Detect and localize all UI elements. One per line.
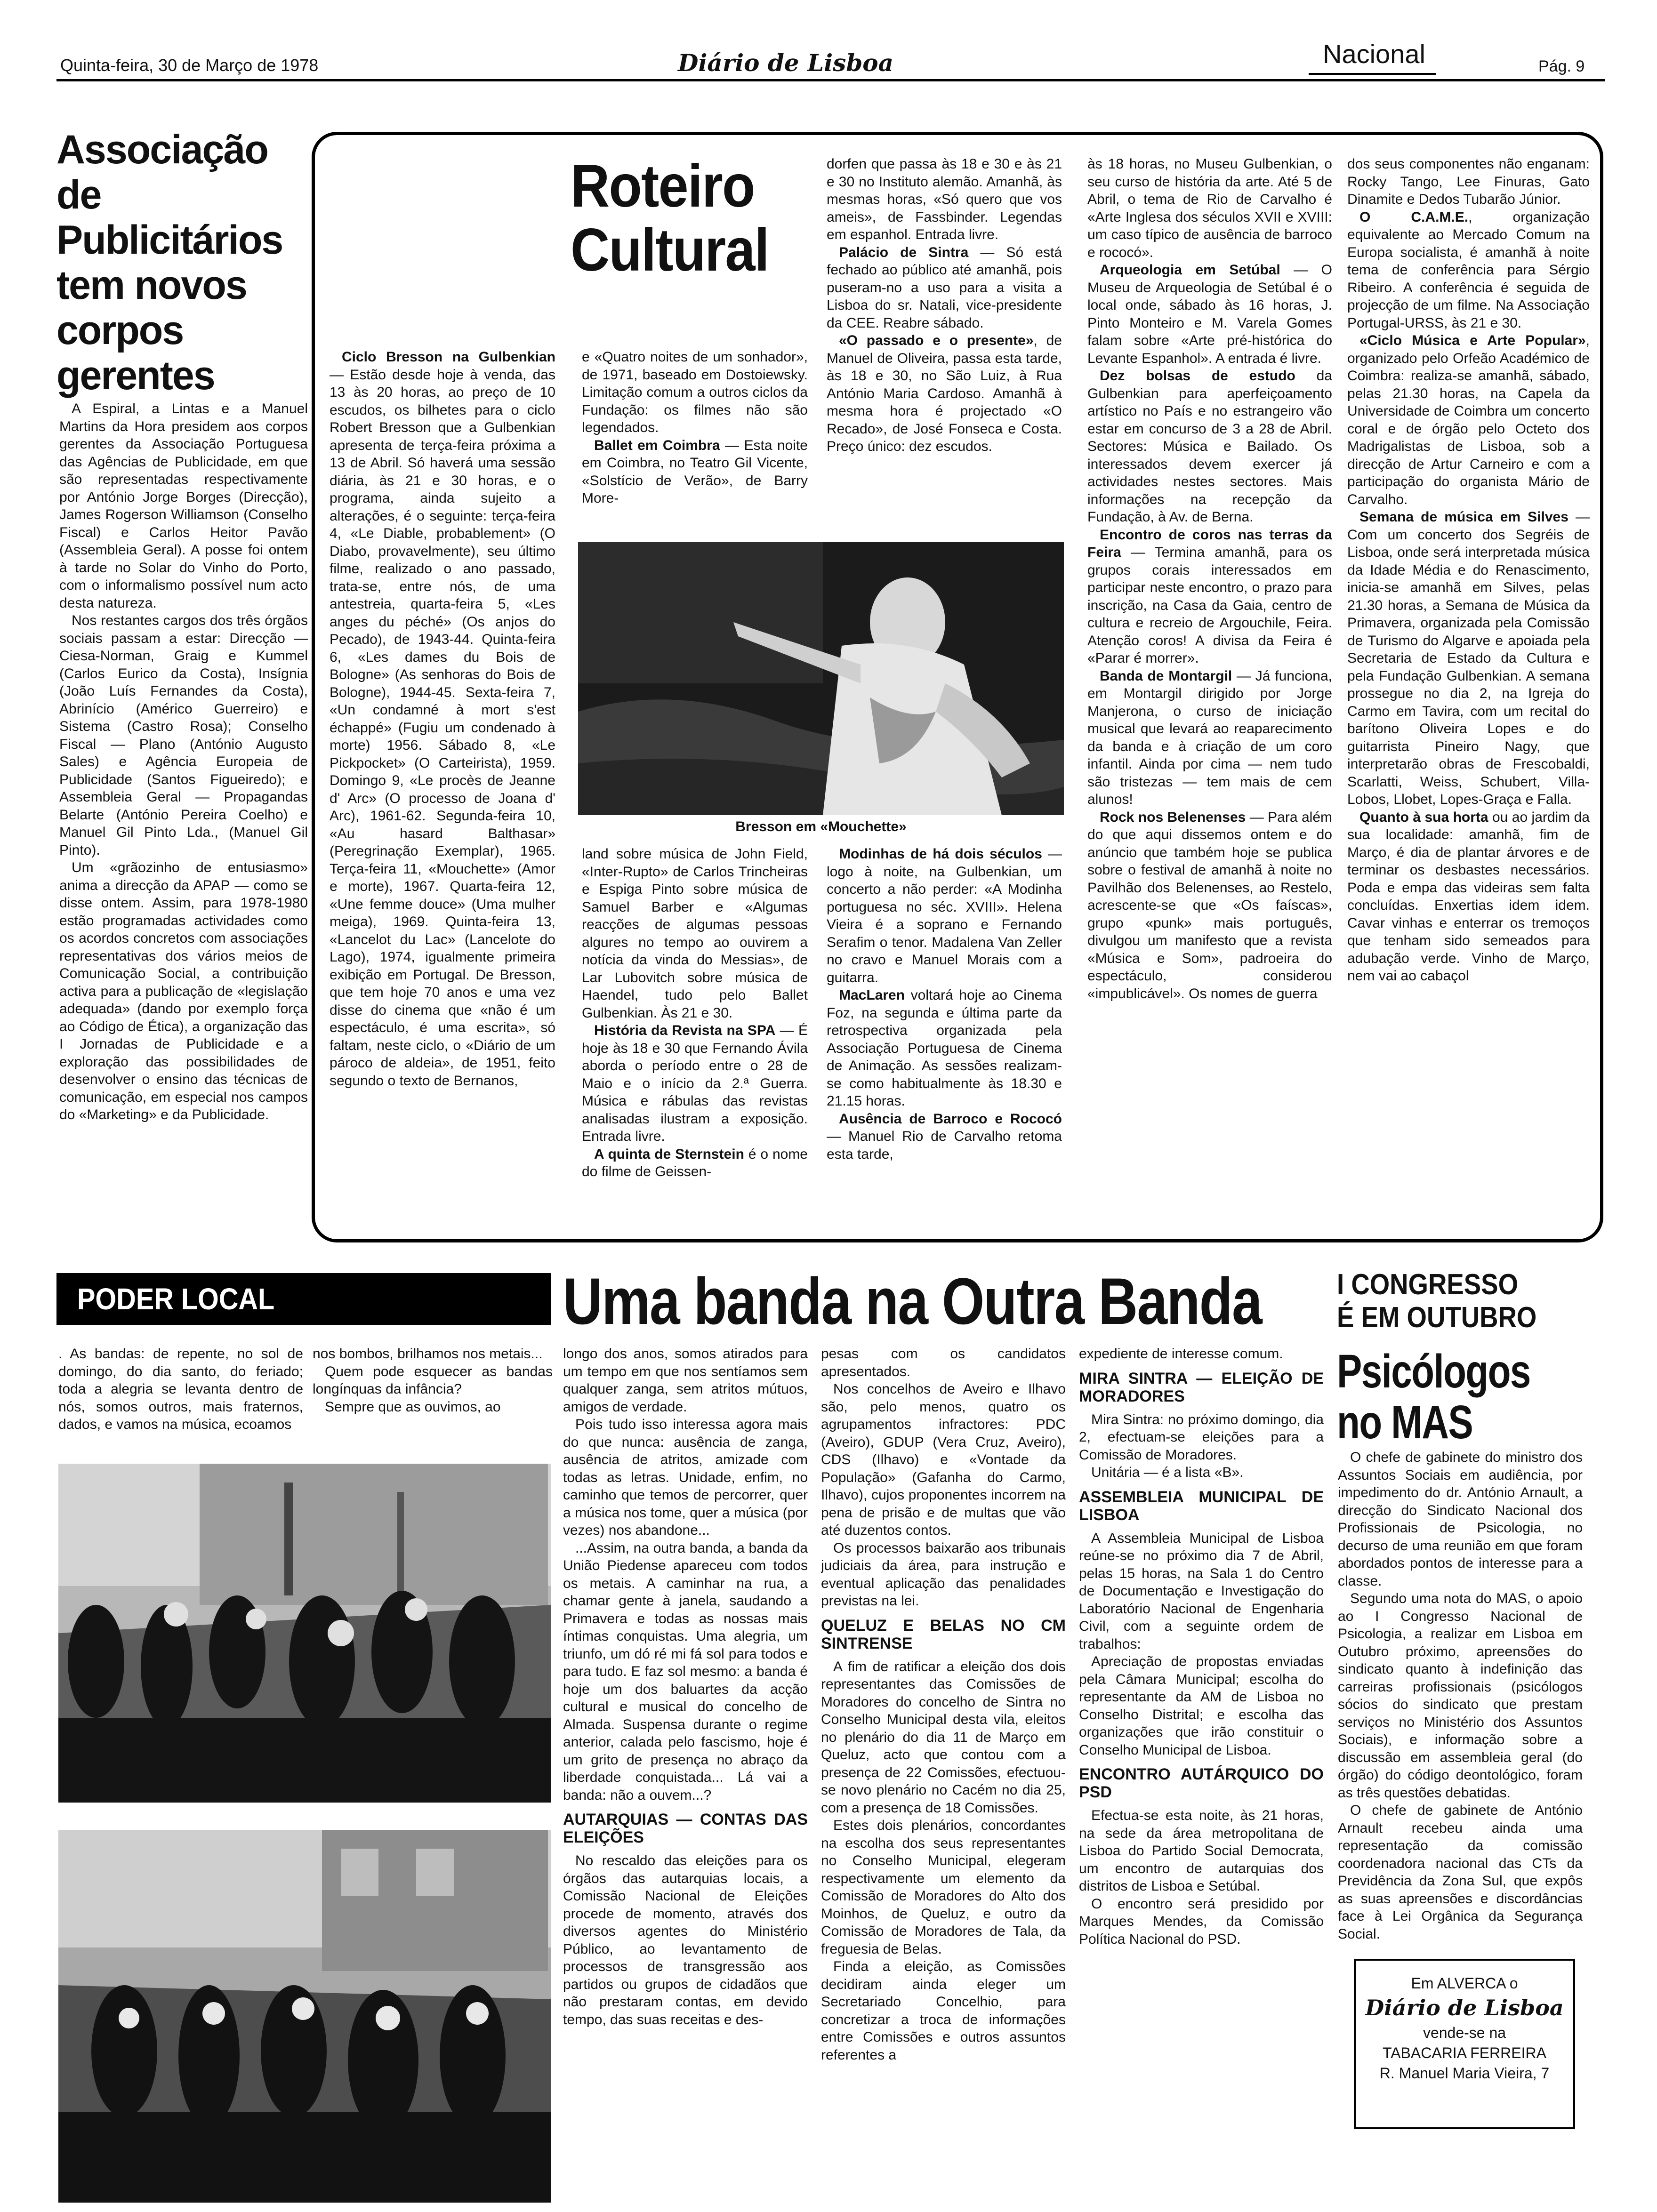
psicologos-kicker: [1337, 1268, 1536, 1334]
item-text: — É hoje às 18 e 30 que Fernando Ávila aborda o período entre o 28 de Maio e o início da 2.ª Guerra. Música e rábulas das revistas analisadas ilustram a exposição. Entrada livre.: [582, 1023, 808, 1144]
roteiro-item: [1087, 526, 1332, 667]
roteiro-item: [827, 244, 1062, 332]
item-text: — Já funciona, em Montargil dirigido por Jorge Manjerona, o curso de iniciação musical que levará ao reaparecimento da banda e à criação de um coro infantil. Ainda por cima — nem tudo são tristezas — tem mais de cem alunos!: [1087, 668, 1332, 807]
roteiro-col-4: [1087, 155, 1332, 1236]
poder-local-tag: [56, 1273, 551, 1325]
poder-local-paragraph: No rescaldo das eleições para os órgãos das autarquias locais, a Comissão Nacional de Eleições procede de momento, através dos diversos agentes do Ministério Público, ao levantamento de processos de transgressão aos partidos ou grupos de cidadãos que não prestaram contas, em devido tempo, das suas receitas e des-: [563, 1853, 808, 2028]
poder-local-paragraph: Efectua-se esta noite, às 21 horas, na sede da área metropolitana de Lisboa do Partido Social Democrata, um encontro de autarquias dos distritos de Lisboa e Setúbal.: [1079, 1808, 1324, 1894]
item-text: — Com um concerto dos Segréis de Lisboa, onde será interpretada música da Idade Média e do Renascimento, inicia-se amanhã em Silves, pelas 21.30 horas, a Semana de Música da Primavera, organizada pela Comissão de Turismo do Algarve e apoiada pela Secretaria de Estado da Cultura e pela Fundação Gulbenkian. A semana prossegue no dia 2, na Igreja do Carmo em Tavira, com um recital do barítono Oliveira Lopes e do guitarrista Pineiro Nagy, que interpretarão obras de Frescobaldi, Scarlatti, Weiss, Schubert, Villa-Lobos, Llobet, Lopes-Graça e Falla.: [1347, 509, 1590, 807]
item-lead: O C.A.M.E.: [1359, 209, 1469, 225]
psicologos-title: [1337, 1346, 1530, 1448]
assoc-title: Associação de Publicitários tem novos corpos gerentes: [56, 127, 283, 398]
roteiro-col-1: [330, 348, 555, 1233]
item-text: da Gulbenkian para aperfeiçoamento artístico no País e no estrangeiro vão estar em concurso de 3 a 28 de Abril. Sectores: Música e Bailado. Os interessados devem exercer já actividades nestes sectores. Mais informações na recepção da Fundação, à Av. de Berna.: [1087, 368, 1332, 525]
poder-local-col-4: [821, 1345, 1066, 2206]
poder-local-paragraph: Unitária — é a lista «B».: [1091, 1465, 1244, 1480]
roteiro-item: [1347, 155, 1590, 208]
item-text: — Para além do que aqui dissemos ontem e do anúncio que também hoje se publica sobre o festival de amanhã à noite no Pavilhão dos Belenenses, ao Restelo, acrescente-se que «Os faíscas», grupo «punk» mais português, divulgou um manifesto que a revista «Música e Som», padroeira do espectáculo, considerou «impublicável». Os nomes de guerra: [1087, 809, 1332, 1002]
poder-local-paragraph: pesas com os candidatos apresentados.: [821, 1346, 1066, 1379]
item-lead: Rock nos Belenenses: [1100, 809, 1246, 825]
poder-local-paragraph: Mira Sintra: no próximo domingo, dia 2, efectuam-se eleições para a Comissão de Moradores.: [1079, 1411, 1324, 1463]
item-lead: Banda de Montargil: [1100, 668, 1232, 684]
assoc-paragraph: Nos restantes cargos dos três órgãos sociais passam a estar: Direcção — Ciesa-Norman, Graig e Kummel (Carlos Eurico da Costa), Insígnia (João Luís Fernandes da Costa), Abrinício (Américo Guerreiro) e Sistema (Castro Rosa); Conselho Fiscal — Plano (António Augusto Sales) e Agência Europeia de Publicidade (Santos Figueiredo); e Assembleia Geral — Propagandas Belarte (António Pereira Coelho) e Manuel Gil Pinto Lda., (Manuel Gil Pinto).: [59, 613, 308, 858]
item-text: , organizado pelo Orfeão Académico de Coimbra: realiza-se amanhã, sábado, pelas 21.30 horas, na Capela da Universidade de Coimbra um concerto coral e de órgão pelo Octeto dos Madrigalistas de Lisboa, sob a direcção de Artur Carneiro e com a participação do organista Mário de Carvalho.: [1347, 333, 1590, 507]
bresson-photo: [578, 542, 1064, 815]
section-name: Nacional: [1323, 39, 1425, 69]
roteiro-item: [827, 986, 1062, 1110]
item-text: dos seus componentes não enganam: Rocky Tango, Lee Finuras, Gato Dinamite e Dedos Tubarão Júnior.: [1347, 156, 1590, 207]
item-text: e «Quatro noites de um sonhador», de 1971, baseado em Dostoiewsky. Limitação comum a outros ciclos da Fundação: os filmes não são legendados.: [582, 349, 808, 435]
poder-local-paragraph: Os processos baixarão aos tribunais judiciais da área, para instrução e eventual aplicação das penalidades previstas na lei.: [821, 1540, 1066, 1609]
poder-local-paragraph: Sempre que as ouvimos, ao: [325, 1399, 501, 1415]
assoc-paragraph: Um «grãozinho de entusiasmo» anima a direcção da APAP — como se disse ontem. Assim, para 1978-1980 estão programadas actividades como os acordos concretos com associações representativas dos vários meios de Comunicação Social, a contribuição activa para a publicação de «legislação adequada» (dando por exemplo força ao Código de Ética), a organização das I Jornadas de Publicidade e a exploração das possibilidades de desenvolver o ensino das técnicas de comunicação, em especial nos campos do «Marketing» e da Publicidade.: [59, 860, 308, 1122]
roteiro-item: [582, 1022, 808, 1146]
poder-local-paragraph: nos bombos, brilhamos nos metais...: [313, 1346, 543, 1362]
poder-local-paragraph: Apreciação de propostas enviadas pela Câmara Municipal; escolha do representante da AM de Lisboa no Conselho Distrital; e escolha das organizações que irão constituir o Conselho Municipal de Lisboa.: [1079, 1654, 1324, 1758]
band-photo-1-illustration: [58, 1464, 551, 1803]
tabacaria-ad: [1354, 1959, 1575, 2129]
roteiro-item: [827, 155, 1062, 244]
bresson-photo-illustration: [578, 542, 1064, 815]
roteiro-item: [582, 437, 808, 507]
item-lead: Ballet em Coimbra: [594, 437, 720, 453]
psicologos-kicker-line2: É EM OUTUBRO: [1337, 1301, 1537, 1334]
poder-local-paragraph: expediente de interesse comum.: [1079, 1346, 1283, 1362]
item-lead: Modinhas de há dois séculos: [839, 846, 1042, 862]
roteiro-item: [827, 845, 1062, 986]
item-lead: «O passado e o presente»: [839, 333, 1034, 348]
poder-local-paragraph: ...Assim, na outra banda, a banda da União Piedense apareceu com todos os metais. A caminhar na rua, a chamar gente à janela, saudando a Primavera e todas as nossas mais íntimas conquistas. Uma alegria, um triunfo, um dó ré mi fá sol para todos e para tudo. E faz sol mesmo: a banda é hoje um dos baluartes da acção cultural e musical do concelho de Almada. Suspensa durante o regime anterior, calada pelo fascismo, hoje é um grito de presença no abraço da liberdade conquistada... Lá vai a banda: não a ouvem...?: [563, 1540, 808, 1803]
roteiro-item: [1347, 332, 1590, 508]
roteiro-item: [1347, 809, 1590, 985]
assoc-article: [56, 127, 311, 1233]
poder-local-col-5: [1079, 1345, 1324, 2206]
roteiro-item: [1087, 367, 1332, 526]
assoc-body: [59, 400, 308, 1233]
header-date: Quinta-feira, 30 de Março de 1978: [60, 56, 319, 75]
psicologos-body: [1338, 1449, 1583, 1948]
encontro-subhead: ENCONTRO AUTÁRQUICO DO PSD: [1079, 1765, 1324, 1801]
poder-local-paragraph: A Assembleia Municipal de Lisboa reúne-se no próximo dia 7 de Abril, pelas 15 horas, na Sala 1 do Centro de Documentação e Investigação do Laboratório Nacional de Engenharia Civil, com a seguinte ordem de trabalhos:: [1079, 1530, 1324, 1652]
item-text: — Manuel Rio de Carvalho retoma esta tarde,: [827, 1129, 1062, 1162]
poder-local-paragraph: A fim de ratificar a eleição dos dois representantes das Comissões de Moradores do concelho de Sintra no Conselho Municipal desta vila, eleitos no plenário do dia 11 de Março em Queluz, acto que contou com a presença de 22 Comissões, efectuou-se novo plenário no Cacém no dia 25, com a presença de 18 Comissões.: [821, 1659, 1066, 1816]
poder-local-paragraph: Pois tudo isso interessa agora mais do que nunca: ausência de zanga, ausência de atritos, amizade com todas as letras. Unidade, enfim, no caminho que temos de percorrer, quer a música nos tome, quer a música (por vezes) nos abandone...: [563, 1417, 808, 1538]
item-text: — Só está fechado ao público até amanhã, pois puseram-no a uso para a visita a Lisboa do sr. Natali, vice-presidente da CEE. Reabre sábado.: [827, 244, 1062, 331]
item-text: é o nome do filme de Geissen-: [582, 1146, 808, 1179]
item-text: , organização equivalente ao Mercado Comum na Europa socialista, é amanhã à noite tema de conferência para Sérgio Ribeiro. A conferência é seguida de projecção de um filme. Na Associação Portugal-URSS, às 21 e 30.: [1347, 209, 1590, 331]
psicologos-paragraph: O chefe de gabinete de António Arnault recebeu ainda uma representação da comissão coordenadora nacional das CTs da Previdência da Zona Sul, que expôs as suas apreensões e discordâncias face à Lei Orgânica da Segurança Social.: [1338, 1803, 1583, 1942]
item-lead: Semana de música em Silves: [1359, 509, 1569, 525]
item-text: — logo à noite, na Gulbenkian, um concerto a não perder: «A Modinha portuguesa no séc. XVIII». Helena Vieira é a soprano e Fernando Serafim o tenor. Madalena Van Zeller no cravo e Manuel Morais com a guitarra.: [827, 846, 1062, 986]
mira-sintra-subhead: MIRA SINTRA — ELEIÇÃO DE MORADORES: [1079, 1369, 1324, 1405]
roteiro-col-2-bottom: [582, 845, 808, 1236]
poder-local-col-1: [58, 1345, 303, 1453]
header-rule: [56, 79, 1605, 81]
roteiro-item: [1347, 208, 1590, 332]
roteiro-item: [1087, 155, 1332, 261]
psicologos-title-line2: no MAS: [1337, 1396, 1473, 1449]
ad-line3: TABACARIA FERREIRA: [1383, 2044, 1546, 2061]
poder-local-paragraph: longo dos anos, somos atirados para um tempo em que nos sentíamos sem qualquer zanga, sem atritos mútuos, amigos de verdade.: [563, 1346, 808, 1415]
psicologos-paragraph: O chefe de gabinete do ministro dos Assuntos Sociais em audiência, por impedimento do dr. António Arnault, a direcção do Sindicato Nacional dos Profissionais de Psicologia, no decurso de uma reunião em que foram abordados pontos de interesse para a classe.: [1338, 1450, 1583, 1589]
header-rule-section: [1309, 73, 1436, 75]
masthead: Diário de Lisboa: [678, 49, 894, 77]
poder-local-title: Uma banda na Outra Banda: [563, 1264, 1262, 1338]
poder-local-paragraph: O encontro será presidido por Marques Mendes, da Comissão Política Nacional do PSD.: [1079, 1896, 1324, 1947]
poder-local-paragraph: Finda a eleição, as Comissões decidiram ainda eleger um Secretariado Concelhio, para concretizar a troca de informações entre Comissões e outros assuntos referentes a: [821, 1959, 1066, 2063]
item-text: — Esta noite em Coimbra, no Teatro Gil Vicente, «Solstício de Verão», de Barry More-: [582, 437, 808, 506]
item-text: — Termina amanhã, para os grupos corais interessados em participar neste encontro, o prazo para inscrição, na Casa da Gaia, centro de cultura e recreio de Argouchile, Feira. Atenção coros! A divisa da Feira é «Parar é morrer».: [1087, 545, 1332, 666]
item-text: voltará hoje ao Cinema Foz, na segunda e última parte da retrospectiva organizada pela Associação Portuguesa de Cinema de Animação. As sessões realizam-se como habitualmente às 18.30 e 21.15 horas.: [827, 987, 1062, 1109]
ad-line1: Em ALVERCA o: [1411, 1975, 1518, 1992]
psicologos-title-line1: Psicólogos: [1337, 1345, 1530, 1398]
roteiro-title-line2: Cultural: [571, 216, 769, 284]
roteiro-item: [330, 348, 555, 1090]
roteiro-title: [571, 154, 769, 282]
ad-line4: R. Manuel Maria Vieira, 7: [1379, 2065, 1550, 2082]
roteiro-item: [582, 845, 808, 1022]
item-lead: Ausência de Barroco e Rococó: [839, 1111, 1062, 1127]
item-lead: Quanto à sua horta: [1359, 809, 1488, 825]
ad-line2: vende-se na: [1423, 2024, 1506, 2041]
poder-local-paragraph: Quem pode esquecer as bandas longínquas da infância?: [313, 1363, 553, 1397]
item-text: , de Manuel de Oliveira, passa esta tarde, às 18 e 30, no São Luiz, à Rua António Maria Cardoso. Amanhã à mesma hora é projectado «O Recado», de José Fonseca e Costa. Preço único: dez escudos.: [827, 333, 1062, 454]
item-text: land sobre música de John Field, «Inter-Rupto» de Carlos Trincheiras e Espiga Pinto sobre música de Samuel Barber e «Algumas reacções de algumas pessoas algures no tempo ao ouvirem a notícia da vinda do Messias», de Lar Lubovitch sobre música de Haendel, tudo pelo Ballet Gulbenkian. Às 21 e 30.: [582, 846, 808, 1021]
item-lead: MacLaren: [839, 987, 905, 1003]
item-lead: Encontro de coros nas terras da Feira: [1087, 527, 1332, 560]
poder-local-tag-label: PODER LOCAL: [77, 1282, 275, 1316]
queluz-subhead: QUELUZ E BELAS NO CM SINTRENSE: [821, 1616, 1066, 1652]
band-photo-2-illustration: [58, 1830, 551, 2203]
psicologos-paragraph: Segundo uma nota do MAS, o apoio ao I Congresso Nacional de Psicologia, a realizar em Lisboa em Outubro próximo, apreensões do sindicato quanto à indefinição das carreiras profissionais (psicólogos sócios do sindicato que prestam serviços no Ministério dos Assuntos Sociais), e informação sobre a discussão em assembleia geral (do órgão) do código deontológico, foram as três questões debatidas.: [1338, 1591, 1583, 1801]
roteiro-item: [827, 1110, 1062, 1163]
roteiro-col-5: [1347, 155, 1590, 1236]
poder-local-col-3: [563, 1345, 808, 2206]
item-lead: A quinta de Sternstein: [594, 1146, 744, 1162]
roteiro-item: [827, 332, 1062, 456]
roteiro-col-3-top: [827, 155, 1062, 527]
roteiro-col-3-bottom: [827, 845, 1062, 1236]
poder-local-paragraph: Estes dois plenários, concordantes na escolha dos seus representantes no Conselho Municipal, elegeram respectivamente um elemento da Comissão de Moradores do Alto dos Moinhos, de Queluz, e outro da Comissão de Moradores de Tala, da freguesia de Belas.: [821, 1818, 1066, 1957]
assoc-paragraph: A Espiral, a Lintas e a Manuel Martins da Hora presidem aos corpos gerentes da Associação Portuguesa das Agências de Publicidade, em que são representadas respectivamente por António Jorge Borges (Direcção), James Rogerson Williamson (Conselho Fiscal) e Carlos Heitor Pavão (Assembleia Geral). A posse foi ontem à tarde no Solar do Vinho do Porto, com o informalismo possível num acto desta natureza.: [59, 401, 308, 611]
item-text: dorfen que passa às 18 e 30 e às 21 e 30 no Instituto alemão. Amanhã, às mesmas horas, «Só quero que vos ameis», de Fassbinder. Legendas em espanhol. Entrada livre.: [827, 156, 1062, 242]
roteiro-title-line1: Roteiro: [571, 152, 755, 220]
roteiro-item: [1347, 508, 1590, 809]
roteiro-item: [1087, 667, 1332, 809]
poder-local-paragraph: Nos concelhos de Aveiro e Ilhavo são, pelo menos, quatro os agrupamentos infractores: PDC (Aveiro), GDUP (Vera Cruz, Aveiro), CDS (Ilhavo) e «Vontade da População» (Gafanha do Carmo, Ilhavo), cujos proponentes incorrem na pena de prisão e de multas que vão até duzentos contos.: [821, 1381, 1066, 1538]
item-lead: Ciclo Bresson na Gulbenkian: [342, 349, 555, 365]
ad-brand: Diário de Lisboa: [1365, 1995, 1564, 2020]
item-lead: História da Revista na SPA: [594, 1023, 776, 1038]
band-photo-2: [58, 1830, 551, 2203]
autarquias-subhead: AUTARQUIAS — CONTAS DAS ELEIÇÕES: [563, 1811, 808, 1846]
page-number: Pág. 9: [1538, 57, 1585, 75]
poder-local-paragraph: . As bandas: de repente, no sol de domingo, do dia santo, do feriado; toda a alegria se levanta dentro de nós, somos outros, mais fraternos, dados, e vamos na música, ecoamos: [58, 1346, 303, 1432]
item-text: — O Museu de Arqueologia de Setúbal é o local onde, sábado às 16 horas, J. Pinto Monteiro e M. Varela Gomes falam sobre «Arte pré-histórica do Levante Espanhol». A entrada é livre.: [1087, 262, 1332, 366]
item-text: às 18 horas, no Museu Gulbenkian, o seu curso de história da arte. Até 5 de Abril, o tema de Rio de Carvalho é «Arte Inglesa dos séculos XVII e XVIII: um caso típico de ausência de barroco e rococó».: [1087, 156, 1332, 260]
roteiro-item: [1087, 261, 1332, 367]
roteiro-item: [582, 1146, 808, 1181]
item-lead: «Ciclo Música e Arte Popular»: [1359, 333, 1586, 348]
item-text: — Estão desde hoje à venda, das 13 às 20 horas, ao preço de 10 escudos, os bilhetes para o ciclo Robert Bresson que a Gulbenkian apresenta de terça-feira próxima a 13 de Abril. Só haverá uma sessão diária, às 21 e 30 horas, e o programa, ainda sujeito a alterações, é o seguinte: terça-feira 4, «Le Diable, probablement» (O Diabo, provavelmente), seu último filme, realizado o ano passado, trata-se, entre nós, de uma antestreia, quarta-feira 5, «Les anges du péché» (Os anjos do Pecado), de 1943-44. Quinta-feira 6, «Les dames du Bois de Bologne» (As senhoras do Bois de Bologne), 1944-45. Sexta-feira 7, «Un condamné à mort s'est échappé» (Fugiu um condenado à morte) 1956. Sábado 8, «Le Pickpocket» (O Carteirista), 1959. Domingo 9, «Le procès de Jeanne d' Arc» (O processo de Joana d' Arc), 1961-62. Segunda-feira 10, «Au hasard Balthasar» (Peregrinação Exemplar), 1965. Terça-feira 11, «Mouchette» (Amor e morte), 1967. Quarta-feira 12, «Une femme douce» (Uma mulher meiga), 1969. Quinta-feira 13, «Lancelot du Lac» (Lancelote do Lago), 1974, igualmente primeira exibição em Portugal. De Bresson, que tem hoje 70 anos e uma vez disse do cinema que «não é um espectáculo, é uma escrita», só faltam, neste ciclo, o «Diário de um pároco de aldeia», de 1951, feito segundo o texto de Bernanos,: [330, 367, 555, 1089]
poder-local-col-2: [313, 1345, 553, 1453]
page-header: [0, 0, 1657, 82]
roteiro-col-2-top: [582, 348, 808, 527]
roteiro-item: [582, 348, 808, 437]
item-text: ou ao jardim da sua localidade: amanhã, fim de Março, é dia de plantar árvores e de terminar os desbastes necessários. Poda e empa das videiras sem falta concluídas. Enxertias idem idem. Cavar vinhas e enterrar os tremoços que tenham sido semeados para adubação verde. Vinho de Março, nem vai ao cabaçol: [1347, 809, 1590, 984]
roteiro-item: [1087, 809, 1332, 1003]
item-lead: Palácio de Sintra: [839, 244, 969, 260]
band-photo-1: [58, 1464, 551, 1803]
item-lead: Dez bolsas de estudo: [1100, 368, 1295, 384]
assembleia-subhead: ASSEMBLEIA MUNICIPAL DE LISBOA: [1079, 1488, 1324, 1524]
bresson-photo-caption: Bresson em «Mouchette»: [735, 819, 907, 834]
psicologos-kicker-line1: I CONGRESSO: [1337, 1268, 1519, 1301]
item-lead: Arqueologia em Setúbal: [1100, 262, 1280, 278]
